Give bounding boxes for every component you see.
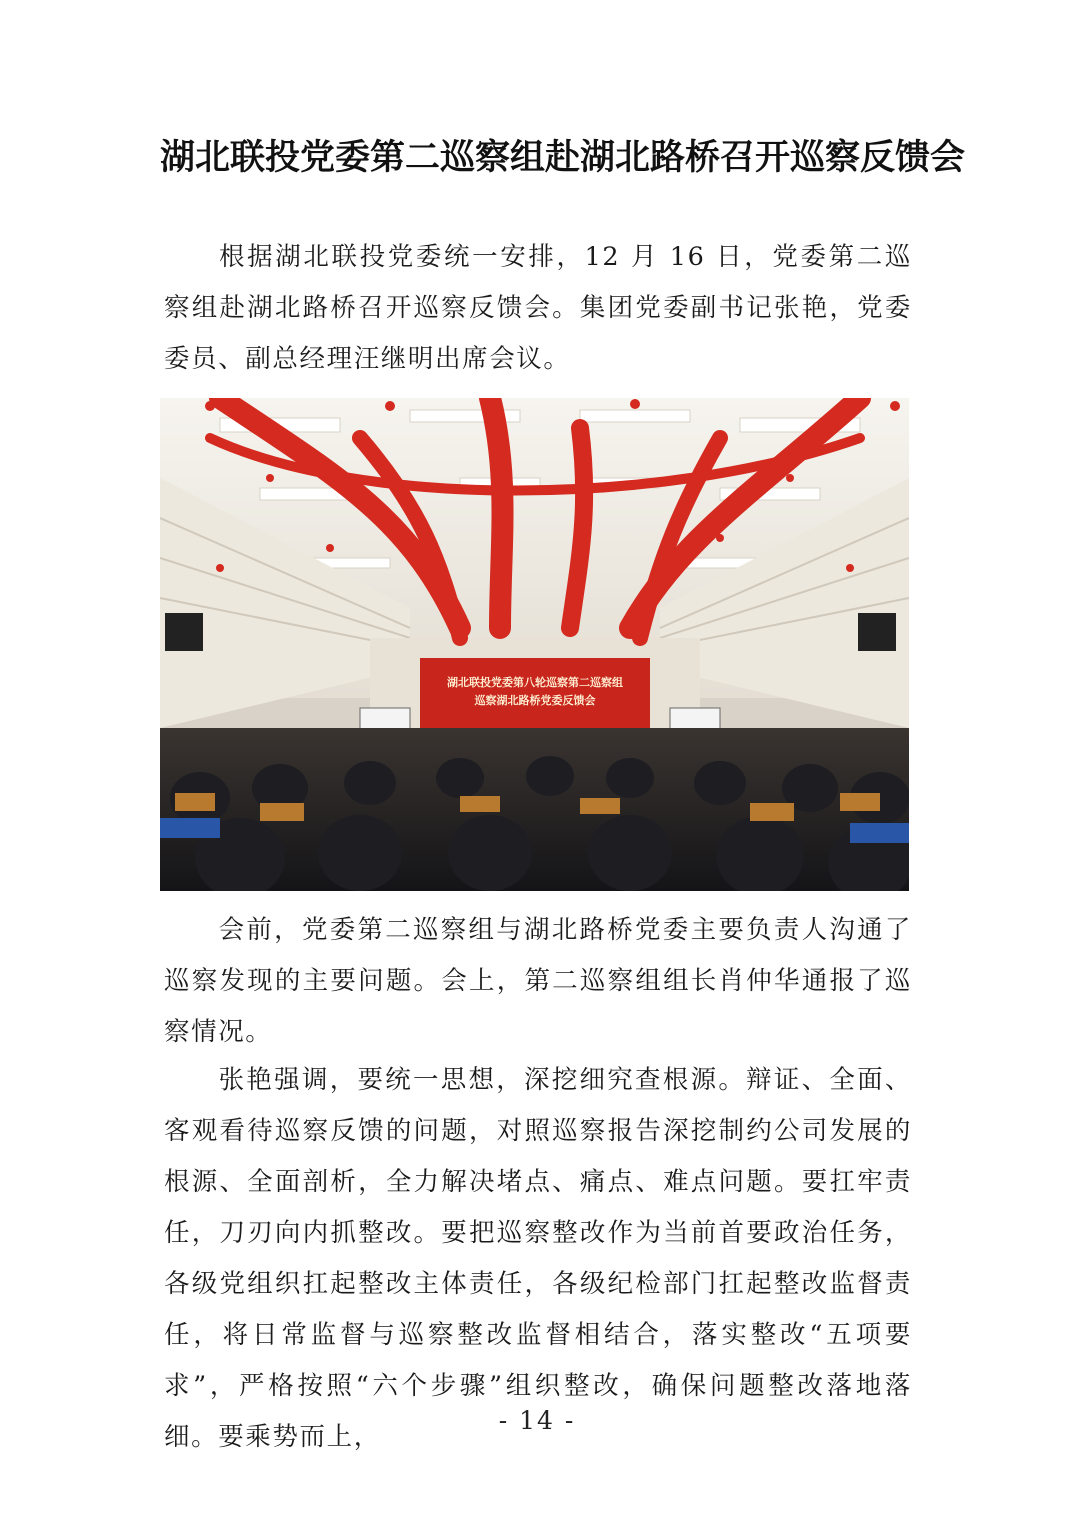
banner-line-1: 湖北联投党委第八轮巡察第二巡察组 bbox=[447, 676, 623, 689]
page-number: - 14 - bbox=[498, 1406, 576, 1435]
paragraph-3: 张艳强调，要统一思想，深挖细究查根源。辩证、全面、客观看待巡察反馈的问题，对照巡察报告深挖制约公司发展的根源、全面剖析，全力解决堵点、痛点、难点问题。要扛牢责任，刀刃向内抓整改。要把巡察整改作为当前首要政治任务，各级党组织扛起整改主体责任，各级纪检部门扛起整改监督责任，将日常监督与巡察整改监督相结合，落实整改“五项要求”，严格按照“六个步骤”组织整改，确保问题整改落地落细。要乘势而上， bbox=[164, 1065, 912, 1452]
speaker-right bbox=[858, 613, 896, 651]
article-title: 湖北联投党委第二巡察组赴湖北路桥召开巡察反馈会 bbox=[160, 138, 966, 178]
paragraph-1: 根据湖北联投党委统一安排，12 月 16 日，党委第二巡察组赴湖北路桥召开巡察反馈会。集团党委副书记张艳，党委委员、副总经理汪继明出席会议。 bbox=[164, 242, 912, 374]
speaker-left bbox=[165, 613, 203, 651]
paragraph-2: 会前，党委第二巡察组与湖北路桥党委主要负责人沟通了巡察发现的主要问题。会上，第二巡察组组长肖仲华通报了巡察情况。 bbox=[164, 915, 912, 1047]
meeting-photo bbox=[160, 398, 909, 891]
banner-line-2: 巡察湖北路桥党委反馈会 bbox=[474, 694, 596, 707]
